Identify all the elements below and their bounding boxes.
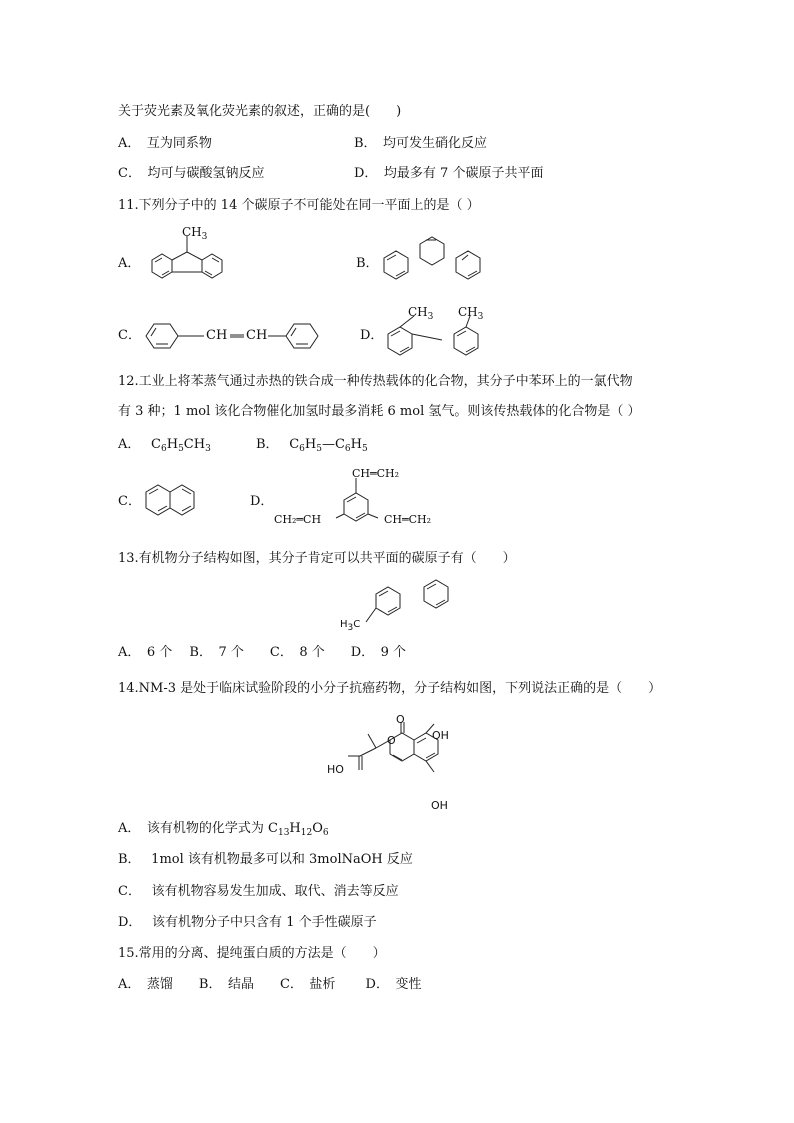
q12-option-b: B． $C_6H_5—C_6H_5$ bbox=[256, 437, 368, 454]
q11-label-c: C． bbox=[118, 328, 141, 343]
q11-d-methyl-1: $CH_3$ bbox=[408, 305, 434, 322]
q11-structure-c-stilbene bbox=[140, 318, 330, 354]
q11-a-methyl: $CH_3$ bbox=[182, 225, 208, 242]
q12-stem-line1: 12.工业上将苯蒸气通过赤热的铁合成一种传热载体的化合物，其分子中苯环上的一氯代物 bbox=[118, 374, 633, 389]
q12-structure-c-naphthalene bbox=[140, 476, 210, 528]
q14-label-o-top: O bbox=[396, 713, 405, 726]
q12-option-a: A． $C_6H_5CH_3$ bbox=[118, 437, 211, 454]
q11-structure-b-phenanthrene bbox=[378, 236, 488, 286]
q11-label-d: D． bbox=[360, 328, 384, 343]
q10-option-b: B． 均可发生硝化反应 bbox=[354, 136, 488, 151]
q15-options: A． 蒸馏 B． 结晶 C． 盐析 D． 变性 bbox=[118, 977, 422, 992]
q14-label-oh-top: OH bbox=[432, 729, 449, 742]
q14-stem: 14.NM-3 是处于临床试验阶段的小分子抗癌药物，分子结构如图，下列说法正确的是（ ） bbox=[118, 681, 662, 696]
q11-c-ch-2: CH bbox=[246, 328, 268, 343]
q13-options: A． 6 个 B． 7 个 C． 8 个 D． 9 个 bbox=[118, 645, 407, 660]
q14-label-ho: HO bbox=[327, 763, 344, 776]
q12-d-vinyl-top: CH═CH₂ bbox=[352, 467, 400, 480]
q14-label-oh-bottom: OH bbox=[431, 799, 448, 812]
q11-c-ch-1: CH bbox=[206, 328, 228, 343]
q14-option-c: C． 该有机物容易发生加成、取代、消去等反应 bbox=[118, 884, 399, 899]
q12-label-d: D． bbox=[250, 494, 274, 509]
q14-option-a: A． 该有机物的化学式为 $C_{13}H_{12}O_6$ bbox=[118, 821, 329, 838]
q10-stem: 关于荧光素及氧化荧光素的叙述，正确的是( ) bbox=[118, 104, 402, 119]
q10-option-d: D． 均最多有 7 个碳原子共平面 bbox=[354, 166, 544, 181]
q13-stem: 13.有机物分子结构如图，其分子肯定可以共平面的碳原子有（ ） bbox=[118, 551, 516, 566]
q12-stem-line2: 有 3 种；1 mol 该化合物催化加氢时最多消耗 6 mol 氢气。则该传热载体的化合物是（ ） bbox=[118, 404, 641, 419]
q11-stem: 11.下列分子中的 14 个碳原子不可能处在同一平面上的是（ ） bbox=[118, 198, 480, 213]
q14-label-ring-o: O bbox=[387, 734, 396, 747]
q11-label-b: B． bbox=[356, 256, 379, 271]
q12-d-vinyl-right: CH═CH₂ bbox=[384, 513, 432, 526]
q10-option-a: A． 互为同系物 bbox=[118, 136, 212, 151]
q14-option-d: D． 该有机物分子中只含有 1 个手性碳原子 bbox=[118, 915, 377, 930]
q12-d-vinyl-left: CH₂═CH bbox=[274, 513, 322, 526]
q11-label-a: A． bbox=[118, 256, 141, 271]
q14-option-b: B． 1mol 该有机物最多可以和 3molNaOH 反应 bbox=[118, 852, 413, 867]
q13-h3c-label: $H_3C$ bbox=[340, 619, 361, 633]
q10-option-c: C． 均可与碳酸氢钠反应 bbox=[118, 166, 265, 181]
q11-d-methyl-2: $CH_3$ bbox=[458, 305, 484, 322]
q15-stem: 15.常用的分离、提纯蛋白质的方法是（ ） bbox=[118, 946, 386, 961]
q12-label-c: C． bbox=[118, 494, 141, 509]
